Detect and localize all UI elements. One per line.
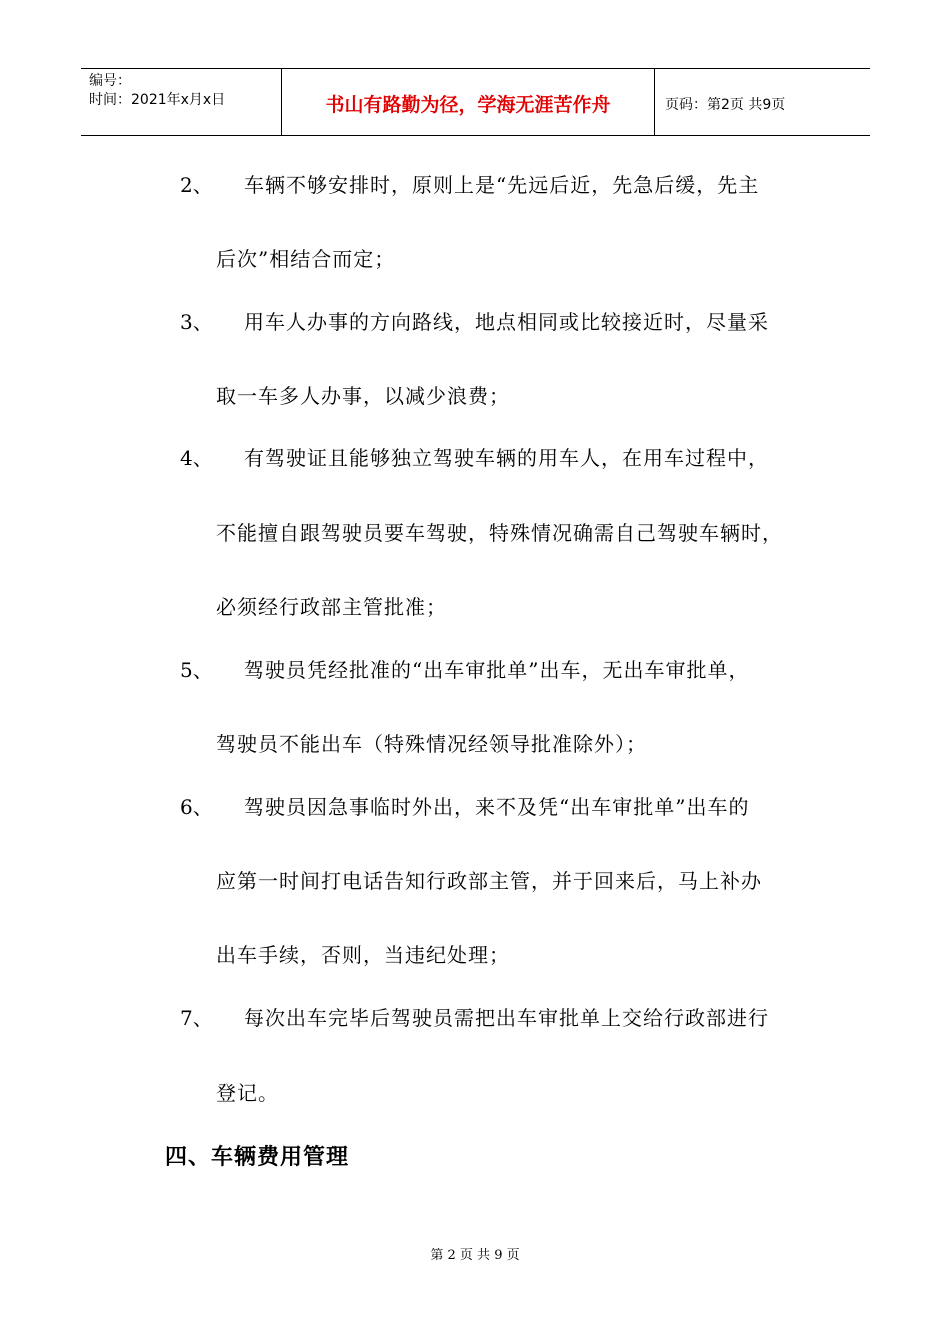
page-footer: 第 2 页 共 9 页 [430, 1248, 520, 1263]
document-date-label: 时间：2021年x月x日 [89, 92, 226, 108]
list-item-number: 5、 [180, 658, 213, 682]
list-item-number: 7、 [180, 1006, 213, 1030]
section-heading: 四、车辆费用管理 [165, 1145, 350, 1170]
list-item-number: 6、 [180, 795, 213, 819]
list-item-text: 必须经行政部主管批准； [216, 595, 447, 619]
list-item-text: 出车手续，否则，当违纪处理； [216, 943, 510, 967]
list-item-number: 3、 [180, 310, 213, 334]
list-item-number: 2、 [180, 173, 213, 197]
list-item-text: 用车人办事的方向路线，地点相同或比较接近时，尽量采 [244, 310, 769, 334]
header-page-cell [655, 69, 870, 135]
list-item-text: 取一车多人办事，以减少浪费； [216, 384, 510, 408]
list-item-text: 驾驶员不能出车（特殊情况经领导批准除外）； [216, 732, 647, 756]
list-item-text: 不能擅自跟驾驶员要车驾驶，特殊情况确需自己驾驶车辆时， [216, 521, 783, 545]
header-motto-cell [282, 69, 655, 135]
header-page-info: 页码：第2页 共9页 [665, 97, 786, 113]
list-item-text: 应第一时间打电话告知行政部主管，并于回来后，马上补办 [216, 869, 762, 893]
header-meta-cell [81, 69, 282, 135]
list-item-text: 每次出车完毕后驾驶员需把出车审批单上交给行政部进行 [244, 1006, 769, 1030]
list-item-text: 驾驶员凭经批准的“出车审批单”出车，无出车审批单， [244, 658, 750, 682]
list-item-number: 4、 [180, 446, 213, 470]
list-item-text: 驾驶员因急事临时外出，来不及凭“出车审批单”出车的 [244, 795, 750, 819]
list-item-text: 车辆不够安排时，原则上是“先远后近，先急后缓，先主 [244, 173, 760, 197]
document-header [81, 68, 870, 136]
list-item-text: 登记。 [216, 1081, 279, 1105]
header-motto: 书山有路勤为径，学海无涯苦作舟 [325, 94, 611, 116]
document-number-label: 编号： [89, 73, 131, 89]
list-item-text: 后次”相结合而定； [216, 247, 396, 271]
list-item-text: 有驾驶证且能够独立驾驶车辆的用车人，在用车过程中， [244, 446, 769, 470]
